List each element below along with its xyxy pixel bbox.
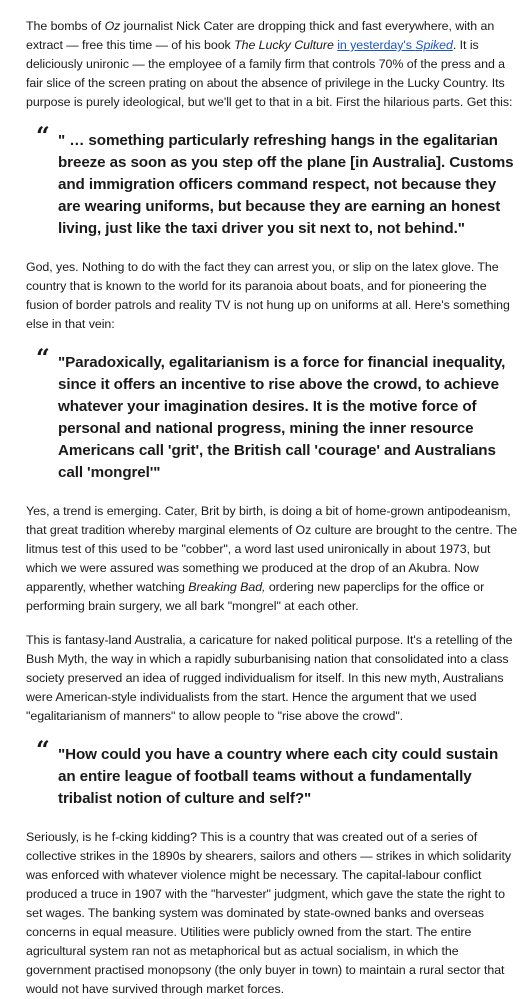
quote-open-icon: “ (36, 735, 50, 764)
pull-quote-customs (26, 121, 519, 240)
pull-quote-egalitarianism (26, 343, 519, 484)
link-italic-text: Spiked (415, 38, 453, 52)
text-span: . It is deliciously unironic — the employee of a family firm that controls 70% of the press and a fair slice of the screen prating on about the absence of privilege in the Lucky Country. Its purpose is purely ideological, but we'll get to that in a bit. First the hilarious parts. Get this: (26, 38, 513, 109)
text-span: ordering new paperclips for the office or performing brain surgery, we all bark "mongrel" at each other. (26, 580, 485, 613)
text-span: Yes, a trend is emerging. Cater, Brit by birth, is doing a bit of home-grown antipodeanism, that great tradition whereby marginal elements of Oz culture are brought to the centre. The litmus test of this used to be "cobber", a word last used unironically in about 1973, but which we were assured was something we produced at the drop of an Akubra. Now apparently, whether watching (26, 504, 518, 594)
text-span: journalist Nick Cater are dropping thick and fast everywhere, with an extract — free this time — of his book (26, 19, 495, 52)
pull-quote-text: " … something particularly refreshing hangs in the egalitarian breeze as soon as you step off the plane [in Australia]. Customs and immigration officers command respect, not because they are wearing uniforms, but because they are earning an honest living, just like the taxi driver you sit next to, not behind." (58, 132, 514, 237)
pull-quote-text: "How could you have a country where each city could sustain an entire league of football teams without a fundamentally tribalist notion of culture and self?" (58, 746, 499, 807)
pull-quote-football (26, 735, 519, 810)
paragraph-intro (26, 17, 519, 112)
paragraph-uniforms: God, yes. Nothing to do with the fact they can arrest you, or slip on the latex glove. The country that is known to the world for its paranoia about boats, and for pioneering the fusion of border patrols and reality TV is not hung up on uniforms at all. Here's something else in that vein: (26, 260, 510, 331)
italic-text: Breaking Bad, (188, 580, 266, 594)
paragraph-strikes: Seriously, is he f-cking kidding? This is a country that was created out of a series of collective strikes in the 1890s by shearers, sailors and others — strikes in which solidarity was enforced with whatever violence might be necessary. The capital-labour conflict produced a truce in 1907 with the "harvester" judgment, which gave the state the right to set wages. The banking system was dominated by state-owned banks and overseas concerns in equal measure. Utilities were publicly owned from the start. The entire agricultural system ran not as metaphorical but as actual socialism, in which the government practised monopsony (the only buyer in town) to maintain a rural sector that would not have survived through market forces. (26, 830, 511, 996)
spiked-link[interactable] (337, 38, 453, 52)
quote-open-icon: “ (36, 121, 50, 150)
italic-text: Oz (104, 19, 121, 33)
book-title: The Lucky Culture (234, 38, 334, 52)
paragraph-fantasy-land: This is fantasy-land Australia, a caricature for naked political purpose. It's a retelling of the Bush Myth, the way in which a rapidly suburbanising nation that consolidated into a class society preserved an idea of rugged individualism for itself. In this new myth, Australians were American-style individualists from the start. Hence the argument that we used "egalitarianism of manners" to allow people to "rise above the crowd". (26, 633, 513, 723)
link-text: in yesterday's (337, 38, 416, 52)
text-span: The bombs of (26, 19, 105, 33)
paragraph-trend (26, 502, 519, 616)
quote-open-icon: “ (36, 343, 50, 372)
pull-quote-text: "Paradoxically, egalitarianism is a force for financial inequality, since it offers an incentive to rise above the crowd, to achieve whatever your imagination desires. It is the motive force of personal and national progress, mining the inner resource Americans call 'grit', the British call 'courage' and Australians call 'mongrel'" (58, 354, 506, 481)
